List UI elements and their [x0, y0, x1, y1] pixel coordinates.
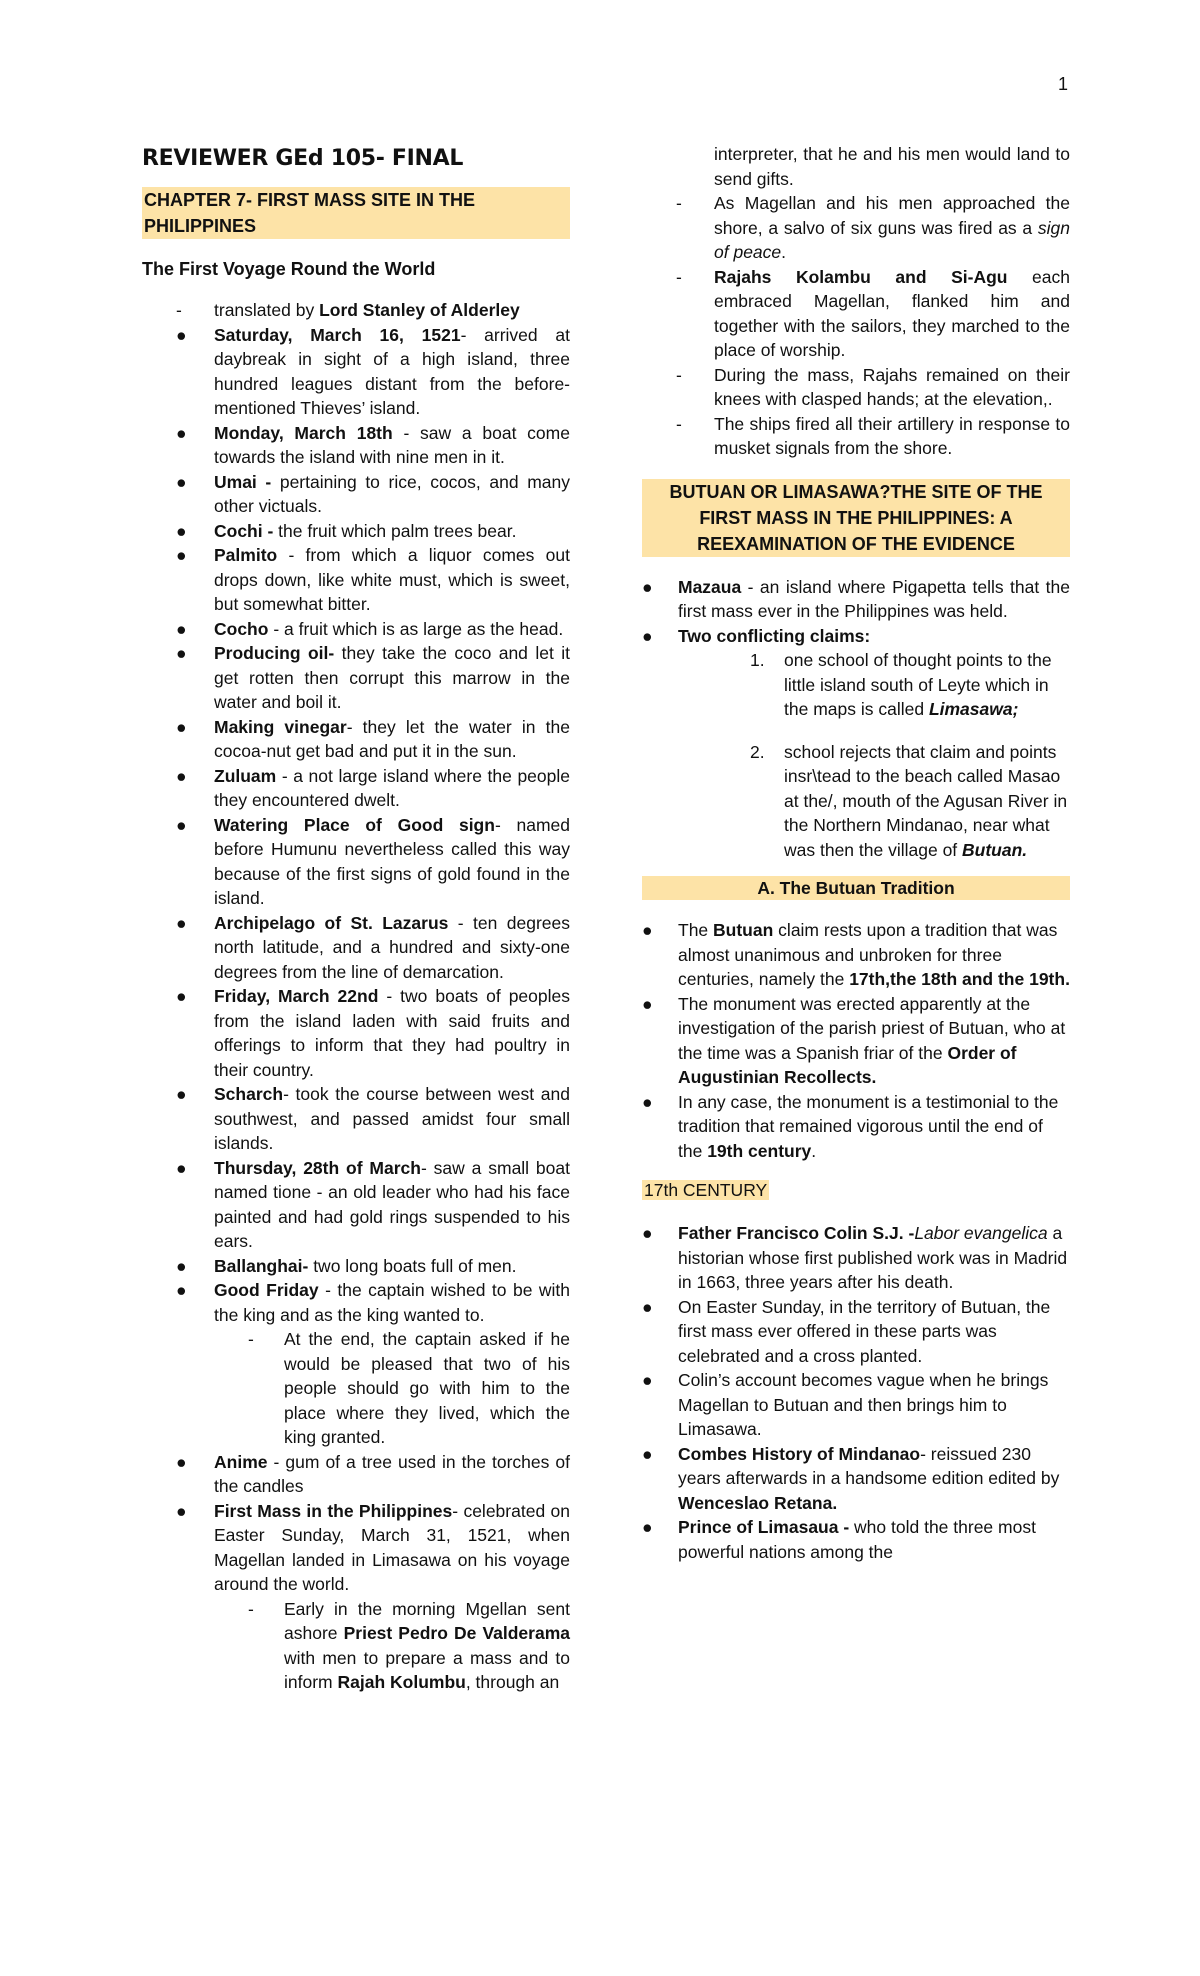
bullet-icon: - [248, 1329, 254, 1349]
list-item [642, 1515, 1070, 1564]
text-run: . [781, 242, 787, 262]
list-item [142, 1278, 570, 1327]
list-item [642, 1221, 1070, 1295]
butuan-tradition-heading: A. The Butuan Tradition [642, 876, 1070, 900]
list-item [142, 641, 570, 715]
list-item [142, 543, 570, 617]
list-item [642, 363, 1070, 412]
bullet-icon: ● [176, 912, 187, 933]
bold-term: Umai - [214, 471, 272, 492]
text-run: school rejects that claim and points insr\tead to the beach called Masao at the/, mouth of the Agusan River in the Northern Mindanao, near what was then the village of [784, 741, 1068, 860]
century-heading-block [642, 1177, 1070, 1203]
bullet-icon: - [676, 364, 682, 385]
bold-term: Good Friday [214, 1280, 319, 1300]
bullet-icon: - [676, 413, 682, 434]
bullet-icon: ● [642, 993, 653, 1014]
bold-term: Zuluam [214, 765, 277, 786]
bullet-icon: ● [176, 545, 187, 565]
bullet-icon: ● [642, 1443, 653, 1464]
list-item [142, 421, 570, 470]
bold-term: Order of Augustinian Recollects. [678, 1042, 1017, 1087]
text-run: - ten degrees north latitude, and a hundred and sixty-one degrees from the line of demarcation. [214, 912, 570, 982]
bold-term: 17th,the 18th and the 19th. [849, 969, 1070, 989]
list-item [142, 323, 570, 421]
text-run: The ships fired all their artillery in response to musket signals from the shore. [714, 413, 1070, 458]
list-item [142, 1082, 570, 1156]
italic-term: Labor evangelica [914, 1223, 1048, 1243]
list-item [642, 1090, 1070, 1164]
list-item [642, 992, 1070, 1090]
text-run: - named before Humunu nevertheless called this way because of the first signs of gold found in the island. [214, 814, 570, 908]
list-item [642, 191, 1070, 265]
list-item [642, 648, 1070, 722]
list-item [642, 142, 1070, 191]
bullet-icon: ● [642, 1296, 653, 1317]
list-item [142, 911, 570, 985]
bullet-icon: ● [176, 986, 187, 1006]
list-item [642, 918, 1070, 992]
bullet-icon: ● [642, 576, 653, 597]
text-run: The [678, 920, 714, 940]
text-run: - gum of a tree used in the torches of the candles [214, 1451, 570, 1496]
text-run: - saw a boat come towards the island with nine men in it. [214, 422, 570, 467]
list-item [142, 1597, 570, 1695]
bullet-icon: ● [176, 471, 187, 492]
text-run: translated by [214, 300, 320, 320]
text-run: - they let the water in the cocoa-nut get bad and put it in the sun. [214, 716, 570, 761]
bullet-icon: ● [642, 1370, 653, 1390]
text-run: Colin’s account becomes vague when he brings Magellan to Butuan and then brings him to Limasawa. [678, 1370, 1049, 1439]
left-column [142, 142, 570, 1695]
text-run: - a fruit which is as large as the head. [268, 618, 564, 639]
document-title: REVIEWER GEd 105- FINAL [142, 146, 464, 171]
list-item [142, 1499, 570, 1597]
bullet-icon: ● [642, 625, 653, 646]
text-run: - arrived at daybreak in sight of a high island, three hundred leagues distant from the before-mentioned Thieves’ island. [214, 324, 571, 418]
list-item [642, 1368, 1070, 1442]
list-item: ● Two conflicting claims: [642, 624, 1070, 649]
text-run: interpreter, that he and his men would land to send gifts. [714, 144, 1070, 189]
century-heading: 17th CENTURY [644, 1180, 768, 1200]
bullet-icon: - [676, 266, 682, 287]
bold-term: Ballanghai- [214, 1255, 309, 1276]
list-item [142, 298, 570, 323]
bullet-icon: ● [176, 618, 187, 639]
text-run: In any case, the monument is a testimonial to the tradition that remained vigorous until the end of the [678, 1091, 1059, 1161]
text-run: - from which a liquor comes out drops down, like white must, which is sweet, but somewhat bitter. [214, 545, 570, 614]
text-run: with men to prepare a mass and to inform [284, 1647, 570, 1692]
list-item [142, 1156, 570, 1254]
text-run: As Magellan and his men approached the shore, a salvo of six guns was fired as a [714, 193, 1070, 238]
bullet-icon: ● [176, 520, 187, 541]
bold-wrapper [962, 840, 1027, 860]
bullet-icon: ● [176, 765, 187, 786]
text-run: two long boats full of men. [308, 1255, 517, 1276]
text-run: , through an [465, 1672, 560, 1692]
tradition-list [642, 918, 1070, 1163]
text-run: who told the three most powerful nations among the [678, 1517, 1036, 1562]
bold-term: Cocho [214, 618, 269, 639]
butuan-heading: BUTUAN OR LIMASAWA?THE SITE OF THE FIRST MASS IN THE PHILIPPINES: A REEXAMINATION OF THE EVIDENCE [642, 479, 1070, 557]
bold-term: Prince of Limasaua - [678, 1517, 850, 1537]
text-run: At the end, the captain asked if he would be pleased that two of his people should go with him to the place where they lived, which the king granted. [284, 1329, 570, 1447]
bold-term: Watering Place of Good sign [214, 814, 495, 835]
bullet-icon: ● [176, 422, 187, 443]
bullet-icon: ● [642, 1517, 653, 1537]
section-title: The First Voyage Round the World [142, 259, 436, 279]
bold-term: Making vinegar [214, 716, 347, 737]
bold-italic-term: Butuan. [962, 839, 1028, 860]
list-item [142, 984, 570, 1082]
bullet-icon: - [676, 193, 682, 213]
bold-term: Palmito [214, 545, 278, 565]
list-item [642, 740, 1070, 863]
right-top-list [642, 142, 1070, 461]
text-run: . [811, 1140, 817, 1161]
list-item [642, 1442, 1070, 1516]
list-item [142, 764, 570, 813]
right-column [642, 142, 1070, 1564]
text-run: a historian whose first published work was [678, 1223, 1063, 1268]
bullet-icon: ● [642, 1091, 653, 1112]
text-run: the fruit which palm trees bear. [273, 520, 517, 541]
list-item [642, 412, 1070, 461]
text-run: Early in the morning Mgellan sent ashore [284, 1598, 570, 1643]
bold-term: First Mass in the Philippines [214, 1500, 453, 1521]
text-run: - two boats of peoples from the island laden with said fruits and offerings to inform that they had poultry in their country. [214, 986, 570, 1080]
bold-term: Rajah Kolumbu [337, 1672, 466, 1692]
list-item [142, 1327, 570, 1450]
bold-term: Thursday, 28th of March [214, 1157, 421, 1178]
bold-term: Wenceslao Retana. [678, 1492, 838, 1513]
bullet-icon: ● [176, 324, 187, 345]
claims-numbered-list [642, 648, 1070, 862]
bold-term: Scharch [214, 1084, 284, 1104]
bold-term: Anime [214, 1451, 268, 1472]
bullet-icon: - [248, 1598, 254, 1619]
bold-term: Butuan [713, 920, 774, 940]
list-item: ● Mazaua - an island where Pigapetta tells that the first mass ever in the Philippines was held. [642, 576, 1070, 621]
text-run: one school of thought points to the little island south of Leyte which in the maps is called [784, 650, 1052, 719]
bold-term: Cochi - [214, 520, 274, 541]
bullet-icon: ● [176, 1500, 187, 1521]
bold-term: Saturday, March 16, 1521 [214, 324, 461, 345]
bullet-icon: ● [176, 716, 187, 737]
list-item [642, 1295, 1070, 1369]
butuan-list [642, 575, 1070, 649]
list-item [642, 265, 1070, 363]
text-run: On Easter Sunday, in the territory of Butuan, the first mass ever offered in these parts was celebrated and a cross planted. [678, 1296, 1051, 1366]
left-bullet-list [142, 298, 570, 1695]
bullet-icon: ● [176, 1157, 187, 1178]
bold-term: Combes History of Mindanao [678, 1443, 921, 1464]
list-item [142, 1254, 570, 1279]
bullet-icon: ● [176, 643, 187, 663]
italic-term: sign of peace [714, 217, 1070, 262]
bold-wrapper [929, 699, 1018, 719]
list-item [142, 1450, 570, 1499]
list-number: 1. [750, 650, 765, 670]
bold-italic-term: Limasawa; [928, 699, 1019, 719]
bold-term: Producing oil- [214, 643, 335, 663]
bold-term: Friday, March 22nd [214, 986, 379, 1006]
bullet-icon: ● [642, 1223, 653, 1243]
bullet-icon: ● [642, 920, 653, 940]
bold-term: Archipelago of St. Lazarus [214, 912, 449, 933]
bold-term: Father Francisco Colin S.J. - [678, 1223, 915, 1243]
text-run: - reissued 230 years afterwards in a handsome edition edited by [678, 1443, 1060, 1488]
text-run: they take the coco and let it get rotten then corrupt this marrow in the water and boil it. [214, 643, 570, 712]
text-run: - took the course between west and southwest, and passed amidst four small islands. [214, 1084, 570, 1153]
list-item [142, 617, 570, 642]
text-run: The monument was erected apparently at the investigation of the parish priest of Butuan, who at the time was a Spanish friar of the [678, 993, 1066, 1063]
century-list [642, 1221, 1070, 1564]
text-run: - the captain wished to be with the king and as the king wanted to. [214, 1280, 571, 1325]
list-item [142, 813, 570, 911]
bold-term: Priest Pedro De Valderama [343, 1623, 570, 1643]
list-item [142, 715, 570, 764]
text-run: During the mass, Rajahs remained on their knees with clasped hands; at the elevation,. [714, 364, 1070, 409]
text-run: - celebrated on Easter Sunday, March 31, 1521, when Magellan landed in Limasawa on his voyage around the world. [214, 1500, 570, 1594]
text-run: - a not large island where the people they encountered dwelt. [214, 765, 570, 810]
bullet-icon: ● [176, 1084, 187, 1104]
bullet-icon: - [176, 300, 182, 320]
bold-term: 19th century [707, 1140, 812, 1161]
bold-term: Monday, March 18th [214, 422, 393, 443]
bold-term: Lord Stanley of Alderley [319, 300, 520, 320]
text-run: - saw a small boat named tione - an old leader who had his face painted and had gold rings suspended to his ears. [214, 1157, 570, 1251]
list-item [142, 519, 570, 544]
bullet-icon: ● [176, 1255, 187, 1276]
chapter-heading: CHAPTER 7- FIRST MASS SITE IN THE PHILIPPINES [142, 187, 570, 239]
bullet-icon: ● [176, 814, 187, 835]
bullet-icon: ● [176, 1280, 187, 1300]
list-number: 2. [750, 741, 765, 762]
bullet-icon: ● [176, 1451, 187, 1472]
text-run: in Madrid in 1663, three years after his death. [678, 1247, 1068, 1292]
list-item [142, 470, 570, 519]
text-run: each embraced Magellan, flanked him and together with the sailors, they marched to the place of worship. [714, 266, 1071, 360]
page-number: 1 [1057, 74, 1068, 94]
text-run: pertaining to rice, cocos, and many other victuals. [214, 471, 570, 516]
chapter-heading-block [142, 187, 570, 239]
text-run: claim rests upon a tradition that was almost unanimous and unbroken for three centuries, namely the [678, 920, 1058, 989]
bold-term: Rajahs Kolambu and Si-Agu [714, 266, 1008, 287]
